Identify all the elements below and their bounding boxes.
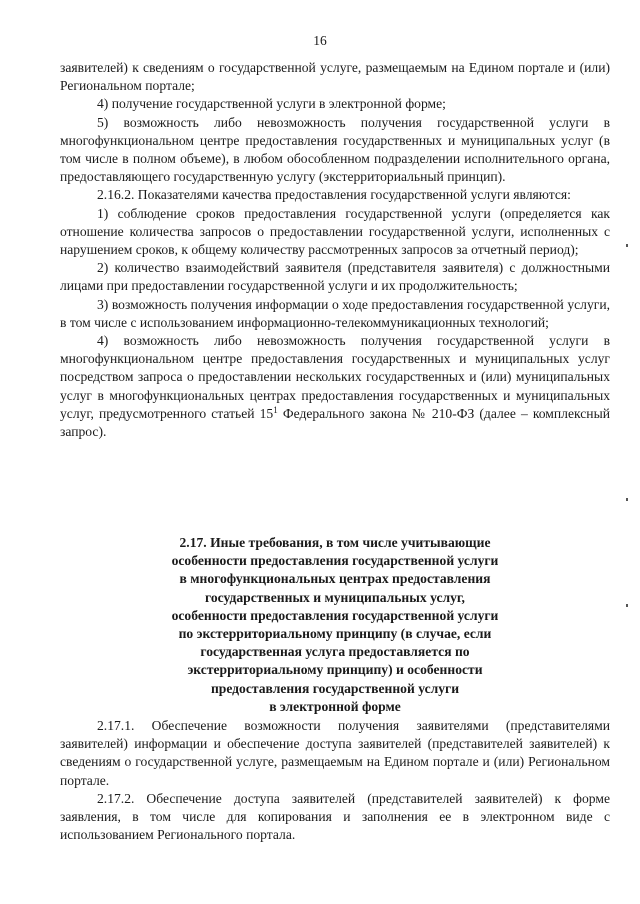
paragraph: заявителей) к сведениям о государственной услуге, размещаемым на Едином портале и (или) Региональном портале; — [60, 60, 610, 94]
heading-line: в электронной форме — [269, 698, 401, 714]
paragraph: 2.16.2. Показателями качества предоставления государственной услуги являются: — [97, 187, 571, 203]
section-heading-2-17 — [90, 534, 580, 716]
paragraph: 3) возможность получения информации о ходе предоставления государственной услуги, в том числе с использованием информационно-телекоммуникационных технологий; — [60, 296, 610, 330]
scan-artifact — [626, 604, 628, 607]
paragraph: 2.17.2. Обеспечение доступа заявителей (представителей заявителей) к форме заявления, в том числе для копирования и заполнения ее в электронном виде с использованием Регионального портала. — [60, 790, 610, 843]
page-number: 16 — [313, 33, 327, 48]
paragraph: 5) возможность либо невозможность получения государственной услуги в многофункциональном центре предоставления государственных и муниципальных услуг (в том числе в полном объеме), в любом обособленном подразделении исполнительного органа, предоставляющего государственную услугу (экстерриториальный принцип). — [60, 114, 610, 185]
section-2-17-text — [60, 717, 610, 844]
paragraph-text: 4) возможность либо невозможность получения государственной услуги в многофункциональном центре предоставления государственных и муниципальных услуг посредством запроса о предоставлении нескольких государственных и (или) муниципальных услуг в многофункциональных центрах предоставления государственных и муниципальных услуг, предусмотренного статьей 15 — [60, 333, 610, 421]
heading-line: по экстерриториальному принципу (в случае, если — [178, 626, 492, 642]
paragraph: 4) получение государственной услуги в электронной форме; — [97, 96, 446, 112]
heading-line: в многофункциональных центрах предоставления — [179, 571, 491, 587]
heading-line: особенности предоставления государственной услуги — [171, 607, 499, 623]
paragraph — [60, 332, 610, 441]
paragraph: 2.17.1. Обеспечение возможности получения заявителями (представителями заявителей) информации и обеспечение доступа заявителей (представителей заявителей) к сведениям о государственной услуге, размещаемым на Едином портале и (или) Региональном портале. — [60, 718, 610, 788]
superscript: 1 — [273, 404, 278, 415]
heading-line: экстерриториальному принципу) и особенности — [187, 662, 483, 678]
section-2-16-text — [60, 59, 610, 441]
heading-line: государственных и муниципальных услуг, — [205, 589, 465, 605]
heading-line: государственная услуга предоставляется по — [200, 644, 470, 660]
scan-artifact — [626, 498, 628, 501]
paragraph: 2) количество взаимодействий заявителя (представителя заявителя) с должностными лицами при предоставлении государственной услуги и их продолжительность; — [60, 260, 610, 294]
heading-line: особенности предоставления государственной услуги — [171, 553, 499, 569]
scan-artifact — [626, 244, 628, 247]
paragraph-text: Федерального закона № 210-ФЗ (далее – комплексный запрос). — [60, 405, 610, 440]
paragraph: 1) соблюдение сроков предоставления государственной услуги (определяется как отношение количества запросов о предоставлении государственной услуги, исполненных с нарушением сроков, к общему количеству рассмотренных запросов за отчетный период); — [60, 205, 610, 258]
heading-line: 2.17. Иные требования, в том числе учитывающие — [179, 535, 491, 550]
heading-line: предоставления государственной услуги — [210, 680, 460, 696]
